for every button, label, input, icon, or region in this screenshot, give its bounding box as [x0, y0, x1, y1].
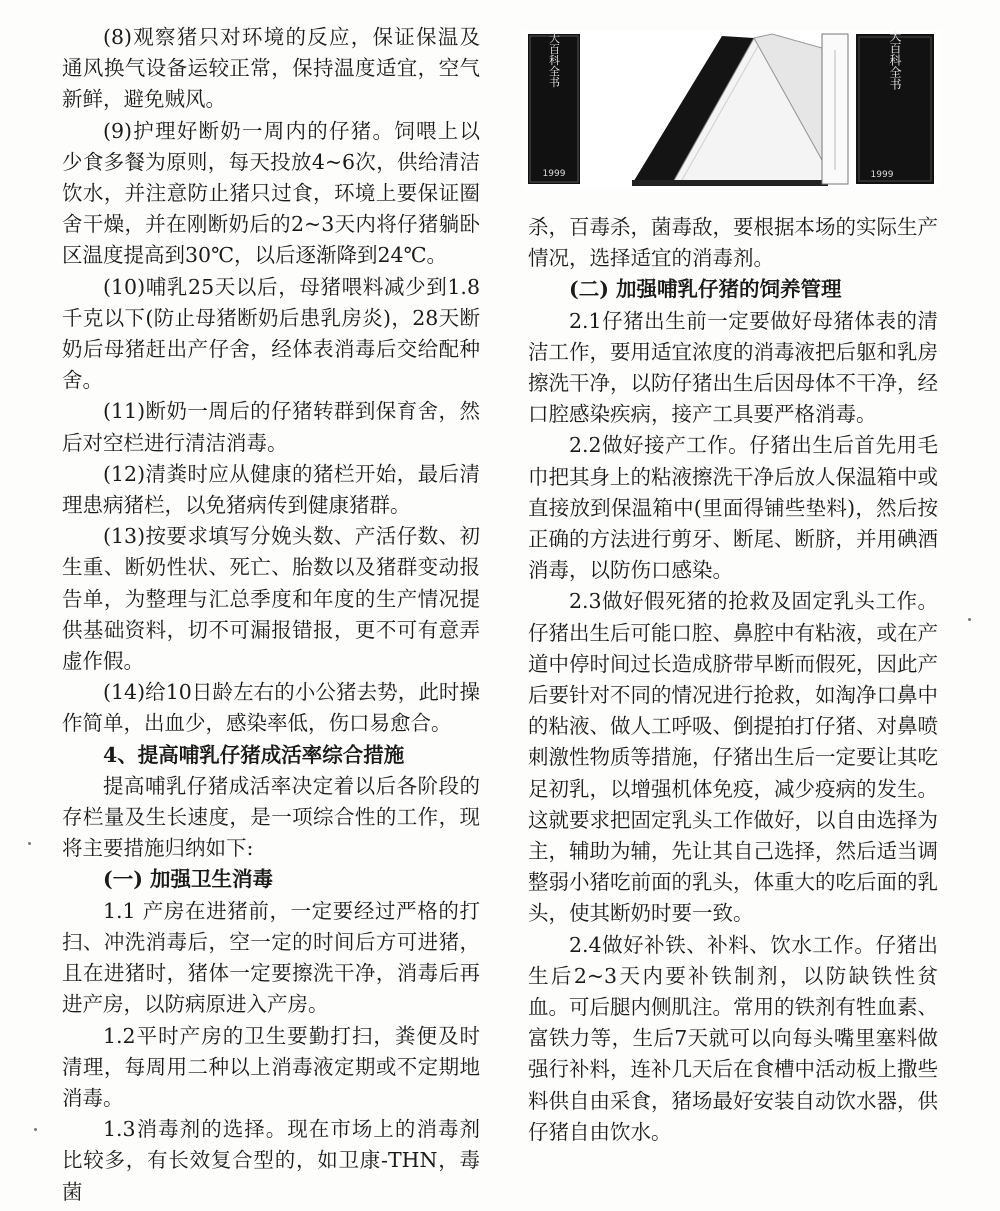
section-heading: 4、提高哺乳仔猪成活率综合措施: [103, 742, 405, 767]
paragraph: (9)护理好断奶一周内的仔猪。饲喂上以少食多餐为原则，每天投放4~6次，供给清洁饮水，并注意防止猪只过食，环境上要保证圈舍干燥，并在刚断奶后的2~3天内将仔猪躺卧区温度提高到30℃，以后逐渐降到24℃。: [62, 118, 480, 268]
left-book-year: 1999: [542, 169, 566, 179]
right-book: [856, 30, 934, 184]
paragraph: 杀，百毒杀，菌毒敌，要根据本场的实际生产情况，选择适宜的消毒剂。: [528, 215, 938, 271]
paragraph: (13)按要求填写分娩头数、产活仔数、初生重、断奶性状、死亡、胎数以及猪群变动报告单，为整理与汇总季度和年度的生产情况提供基础资料，切不可漏报错报，更不可有意弄虚作假。: [62, 524, 480, 674]
standing-book: [822, 34, 848, 184]
scan-dot: [968, 618, 971, 621]
section-heading: (二) 加强哺乳仔猪的饲养管理: [569, 277, 842, 302]
paragraph: 2.1仔猪出生前一定要做好母猪体表的清洁工作，要用适宜浓度的消毒液把后躯和乳房擦洗干净，以防仔猪出生后因母体不干净，经口腔感染疾病，接产工具要严格消毒。: [528, 308, 938, 427]
paragraph: (12)清粪时应从健康的猪栏开始，最后清理患病猪栏，以免猪病传到健康猪群。: [62, 461, 480, 518]
paragraph: 2.2做好接产工作。仔猪出生后首先用毛巾把其身上的粘液擦洗干净后放人保温箱中或直接放到保温箱中(里面得铺些垫料)，然后按正确的方法进行剪牙、断尾、断脐，并用碘酒消毒，以防伤口感染。: [528, 433, 938, 583]
right-book-spine: 大百科全书: [888, 30, 902, 90]
paragraph: (10)哺乳25天以后，母猪喂料减少到1.8千克以下(防止母猪断奶后患乳房炎)，28天断奶后母猪赶出产仔舍，经体表消毒后交给配种舍。: [62, 274, 480, 393]
tilted-book: [632, 34, 828, 186]
paragraph: 1.2平时产房的卫生要勤打扫，粪便及时清理，每周用二种以上消毒液定期或不定期地消毒。: [62, 1023, 480, 1110]
paragraph: 提高哺乳仔猪成活率决定着以后各阶段的存栏量及生长速度，是一项综合性的工作，现将主要措施归纳如下:: [62, 773, 480, 861]
paragraph: (8)观察猪只对环境的反应，保证保温及通风换气设备运较正常，保持温度适宜，空气新鲜，避免贼风。: [62, 25, 480, 112]
paragraph: 1.3消毒剂的选择。现在市场上的消毒剂比较多，有长效复合型的，如卫康-THN，毒菌: [62, 1117, 480, 1204]
right-book-year: 1999: [870, 170, 894, 180]
paragraph: 1.1 产房在进猪前，一定要经过严格的打扫、冲洗消毒后，空一定的时间后方可进猪，且在进猪时，猪体一定要擦洗干净，消毒后再进产房，以防病原进入产房。: [62, 898, 480, 1017]
left-book: [528, 31, 580, 184]
paragraph: 2.3做好假死猪的抢救及固定乳头工作。仔猪出生后可能口腔、鼻腔中有粘液，或在产道中停时间过长造成脐带早断而假死，因此产后要针对不同的情况进行抢救，如淘净口鼻中的粘液、做人工呼吸、倒提拍打仔猪、对鼻喷刺激性物质等措施，仔猪出生后一定要让其吃足初乳，以增强机体免疫，减少疫病的发生。这就要求把固定乳头工作做好，以自由选择为主，辅助为辅，先让其自己选择，然后适当调整弱小猪吃前面的乳头，体重大的吃后面的乳头，使其断奶时要一致。: [528, 589, 938, 926]
scan-dot: [28, 842, 31, 845]
section-heading: (一) 加强卫生消毒: [103, 867, 274, 892]
paragraph: (14)给10日龄左右的小公猪去势，此时操作简单，出血少，感染率低，伤口易愈合。: [62, 680, 480, 736]
book-photo: [522, 30, 940, 188]
left-column: [62, 22, 480, 1208]
scan-dot: [34, 1128, 37, 1131]
paragraph: 2.4做好补铁、补料、饮水工作。仔猪出生后2~3天内要补铁制剂，以防缺铁性贫血。可后腿内侧肌注。常用的铁剂有牲血素、富铁力等，生后7天就可以向每头嘴里塞料做强行补料，连补几天后在食槽中活动板上撒些料供自由采食，猪场最好安装自动饮水器，供仔猪自由饮水。: [528, 932, 938, 1144]
left-book-spine: 大百科全书: [547, 32, 561, 88]
paragraph: (11)断奶一周后的仔猪转群到保育舍，然后对空栏进行清洁消毒。: [62, 399, 480, 455]
right-column: [528, 212, 938, 1148]
